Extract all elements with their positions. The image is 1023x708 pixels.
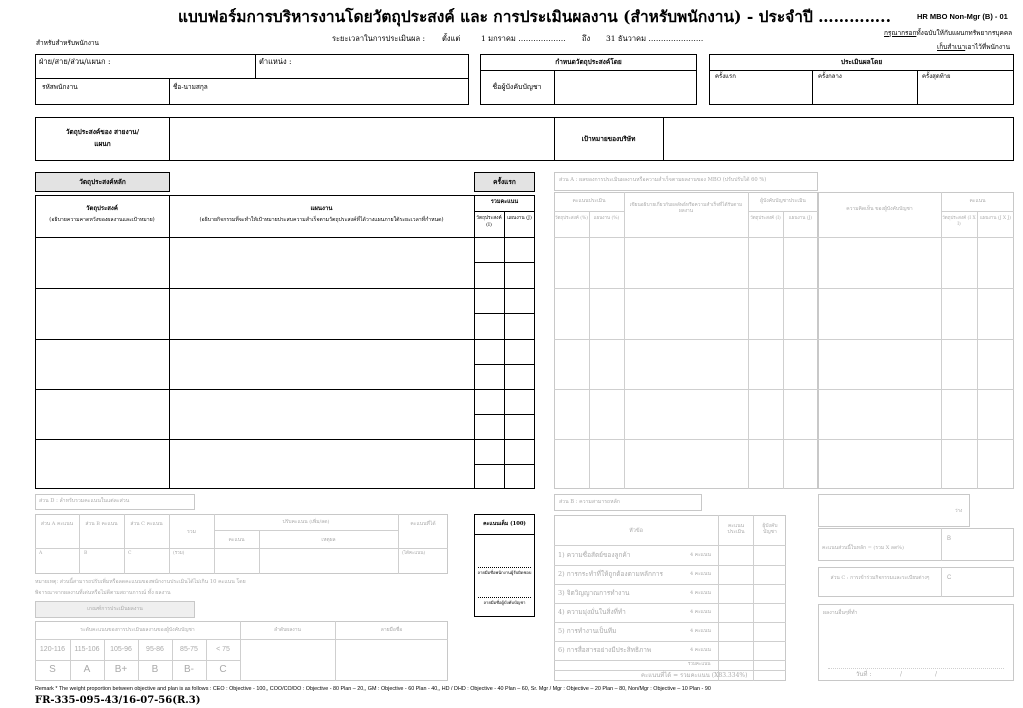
objective-field-2[interactable]: [36, 290, 168, 338]
section-a-title: ส่วน A : ผลของการประเมินผลงานหรือความสำเร็จตามผลงานของ MBO (ปรับปรับได้ 60 %): [559, 177, 767, 183]
objective-setter-title: กำหนดวัตถุประสงค์โดย: [555, 58, 622, 66]
form-code: HR MBO Non-Mgr (B) - 01: [917, 12, 1008, 21]
total-100-label: คะแนนเต็ม (100): [483, 521, 526, 527]
supervisor-name-field[interactable]: [556, 72, 695, 103]
emp-id-field[interactable]: [110, 80, 165, 102]
footer-remark: Remark * The weight proportion between objective and plan is as follows : CEO : Objective - 100,, COO/CO/DO : Objective - 80 Plan – 20,, GM : Objective - 60 Plan - 40,, HD / DHD : Objective - 40 Plan – 60, Sr. Mgr / Mgr : Objective – 20 Plan – 80, Non/Mgr : Objective – 10 Plan - 90: [35, 686, 711, 692]
objective-field-1[interactable]: [36, 239, 168, 287]
period-to-date[interactable]: 31 ธันวาคม ………………….: [606, 34, 704, 43]
section-c-box: [818, 567, 1014, 597]
section-b-title: ส่วน B : ความสามารถหลัก: [559, 499, 620, 505]
objective-col-header: วัตถุประสงค์: [86, 205, 118, 212]
section-d-title: ส่วน D : ลำหรับรวมคะแนนในแต่ละส่วน: [39, 498, 130, 504]
company-goal-label: เป้าหมายของบริษัท: [581, 135, 636, 143]
dept-label: ฝ่าย/สาย/ส่วน/แผนก :: [39, 57, 111, 66]
position-label: ตำแหน่ง :: [259, 57, 292, 66]
period-label: ระยะเวลาในการประเมินผล :: [332, 34, 425, 43]
plan-field-2[interactable]: [171, 290, 473, 338]
section-d-note2: พิจารณาจากผลงานที่เด่นหรือไม่ดีตามสถานการณ์ ทั้ง ผลงาน: [35, 590, 171, 596]
dept-objective-field[interactable]: [171, 119, 552, 159]
plan-score-header: แผนงาน (J): [507, 216, 532, 221]
name-field[interactable]: [220, 80, 465, 102]
company-goal-field[interactable]: [665, 119, 1012, 159]
employee-signature-label: ลายมือชื่อพนักงานผู้รับผิดชอบ: [477, 570, 532, 575]
note-copy: เก็บสำเนาเอาไว้ที่พนักงาน: [937, 43, 1011, 51]
emp-id-label: รหัสพนักงาน: [42, 83, 78, 91]
form-number: FR-335-095-43/16-07-56(R.3): [35, 695, 201, 706]
period-from-date[interactable]: 1 มกราคม ……………….: [481, 34, 566, 43]
plan-field-1[interactable]: [171, 239, 473, 287]
objective-col-sub: (อธิบายความคาดหวังของผลงานและเป้าหมาย): [49, 217, 155, 223]
evaluation-title: ประเมินผลโดย: [840, 58, 883, 66]
period-to-label: ถึง: [582, 34, 591, 43]
section-d-note1: หมายเหตุ: ส่วนนี้สามารถปรับเพิ่มหรือลดคะแนนของพนักงานประเมินได้ไม่เกิน 10 คะแนน โดย: [35, 579, 246, 585]
objective-field-4[interactable]: [36, 391, 168, 438]
objective-field-5[interactable]: [36, 441, 168, 488]
plan-field-5[interactable]: [171, 441, 473, 488]
note-submit: กรุณากรอกทั้งฉบับให้กับแผนกทรัพยากรบุคคล: [884, 29, 1013, 37]
eval-mid-label: ครั้งกลาง: [818, 73, 842, 80]
objective-field-3[interactable]: [36, 341, 168, 388]
right-top-box: [818, 494, 970, 527]
plan-col-header: แผนงาน: [310, 205, 333, 212]
criteria-title: เกณฑ์การประเมินผลงาน: [87, 606, 143, 612]
section-b-table: [554, 515, 786, 681]
obj-score-header: วัตถุประสงค์ (I): [476, 216, 502, 228]
supervisor-signature-label: ลายมือชื่อผู้บังคับบัญชา: [483, 600, 526, 605]
eval-first-label: ครั้งแรก: [715, 73, 736, 80]
name-label: ชื่อ-นามสกุล: [173, 83, 208, 91]
eval-final-label: ครั้งสุดท้าย: [922, 73, 951, 80]
plan-col-sub: (อธิบายกิจกรรมที่จะทำให้เป้าหมายประสบความสำเร็จตามวัตถุประสงค์ที่ได้วางแผนภายใต้ระยะเวลาที่กำหนด): [199, 217, 444, 223]
dept-objective-label: วัตถุประสงค์ของ สายงาน/แผนก: [65, 128, 140, 148]
plan-field-3[interactable]: [171, 341, 473, 388]
supervisor-label: ชื่อผู้บังคับบัญชา: [492, 83, 542, 91]
total-score-header: รวมคะแนน: [490, 199, 519, 205]
form-title: แบบฟอร์มการบริหารงานโดยวัตถุประสงค์ และ การประเมินผลงาน (สำหรับพนักงาน) - ประจำปี …………..: [178, 7, 891, 26]
for-employee-label: สำหรับสำหรับพนักงาน: [36, 39, 99, 47]
section-b-final: คะแนนที่ได้ = รวมคะแนน (X83.334%): [641, 672, 748, 679]
period-from-label: ตั้งแต่: [442, 34, 461, 43]
plan-field-4[interactable]: [171, 391, 473, 438]
